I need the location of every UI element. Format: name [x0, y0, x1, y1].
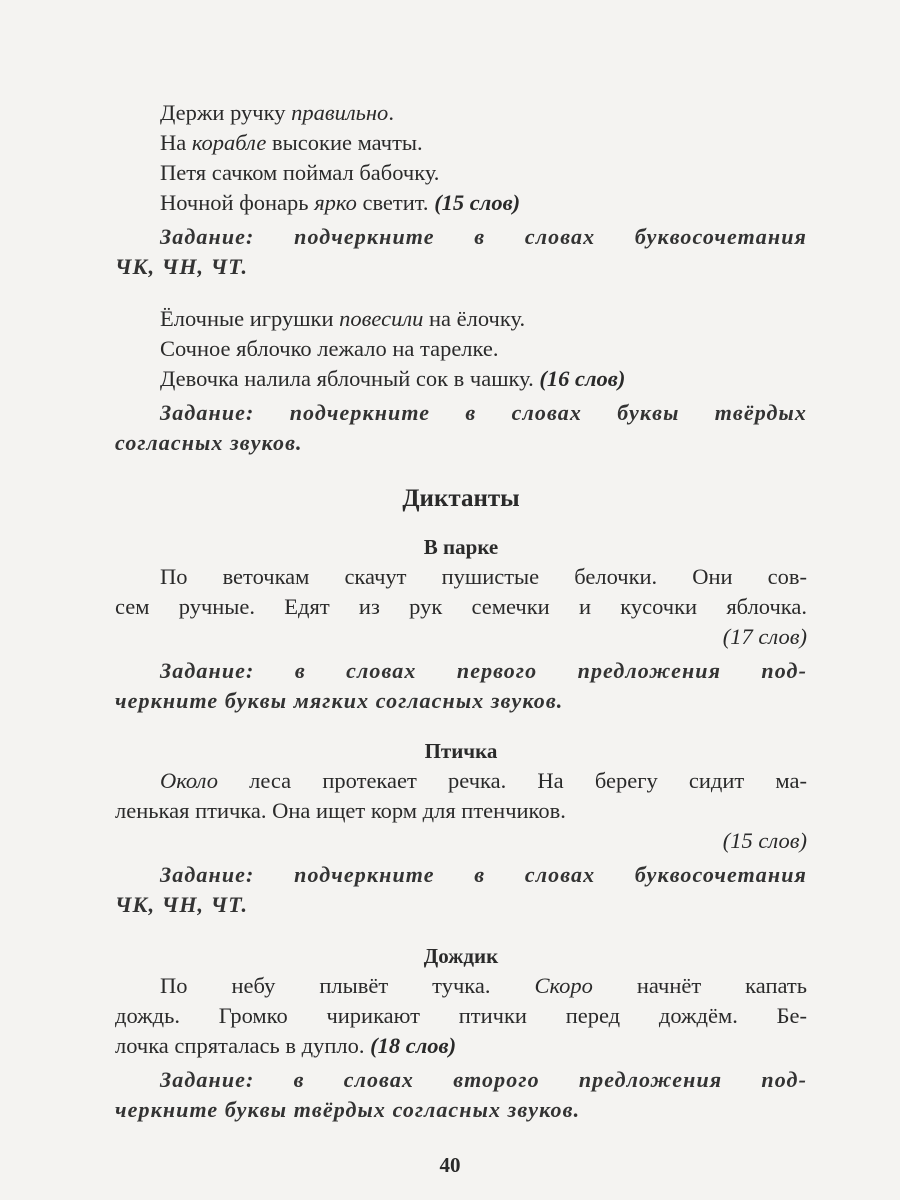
text: Ёлочные игрушки — [160, 306, 340, 331]
task-line: Задание: подчеркните в словах буквы твёрдых — [160, 400, 807, 425]
sentence — [115, 128, 807, 158]
word-count: (15 слов) — [722, 828, 807, 853]
text: Девочка налила яблочный сок в чашку. — [160, 366, 540, 391]
emphasis: правильно — [291, 100, 389, 125]
text: лочка спряталась в дупло. — [115, 1033, 371, 1058]
text-line: сем ручные. Едят из рук семечки и кусочки яблочка. — [115, 594, 807, 619]
emphasis: Около — [160, 768, 218, 793]
task-line: ЧК, ЧН, ЧТ. — [115, 254, 249, 279]
text-line — [115, 1031, 807, 1061]
text-line — [115, 971, 807, 1001]
task-line: согласных звуков. — [115, 430, 303, 455]
dictation-1 — [115, 532, 807, 716]
word-count: (16 слов) — [539, 366, 626, 391]
task-line: Задание: подчеркните в словах буквосочетания — [160, 862, 807, 887]
exercise-block-2 — [115, 304, 807, 458]
dictation-3 — [115, 941, 807, 1125]
emphasis: корабле — [191, 130, 267, 155]
dictation-title: Птичка — [424, 739, 498, 763]
dictation-title: В парке — [423, 535, 499, 559]
task-line: Задание: в словах первого предложения под- — [160, 658, 807, 683]
text-line — [115, 766, 807, 796]
word-count: (17 слов) — [722, 624, 807, 649]
text: на ёлочку. — [423, 306, 526, 331]
word-count: (15 слов) — [434, 190, 521, 215]
task-line: черкните буквы мягких согласных звуков. — [115, 688, 564, 713]
text: На — [160, 130, 192, 155]
sentence: Петя сачком поймал бабочку. — [160, 160, 440, 185]
dictation-title: Дождик — [423, 944, 499, 968]
sentence — [115, 364, 807, 394]
emphasis: ярко — [314, 190, 357, 215]
dictation-2 — [115, 736, 807, 920]
page-number: 40 — [439, 1153, 461, 1177]
sentence — [115, 188, 807, 218]
text: высокие мачты. — [266, 130, 423, 155]
text: Ночной фонарь — [160, 190, 315, 215]
text: светит. — [356, 190, 435, 215]
task-line: Задание: подчеркните в словах буквосочетания — [160, 224, 807, 249]
text: Держи ручку — [160, 100, 292, 125]
text: леса протекает речка. На берегу сидит ма- — [217, 768, 807, 793]
text-line: дождь. Громко чирикают птички перед дождём. Бе- — [115, 1003, 807, 1028]
sentence: Сочное яблочко лежало на тарелке. — [160, 336, 499, 361]
section-heading — [115, 484, 807, 514]
word-count: (18 слов) — [370, 1033, 457, 1058]
emphasis: Скоро — [534, 973, 593, 998]
task-line: Задание: в словах второго предложения под- — [160, 1067, 807, 1092]
section-title: Диктанты — [402, 485, 520, 512]
sentence — [115, 304, 807, 334]
task-line: ЧК, ЧН, ЧТ. — [115, 892, 249, 917]
text: начнёт капать — [592, 973, 807, 998]
text: По небу плывёт тучка. — [160, 973, 535, 998]
emphasis: повесили — [339, 306, 424, 331]
text-line: По веточкам скачут пушистые белочки. Они сов- — [160, 564, 807, 589]
text: . — [388, 100, 394, 125]
task-line: черкните буквы твёрдых согласных звуков. — [115, 1097, 581, 1122]
sentence — [115, 98, 807, 128]
text-line: ленькая птичка. Она ищет корм для птенчиков. — [115, 798, 566, 823]
exercise-block-1 — [115, 98, 807, 282]
